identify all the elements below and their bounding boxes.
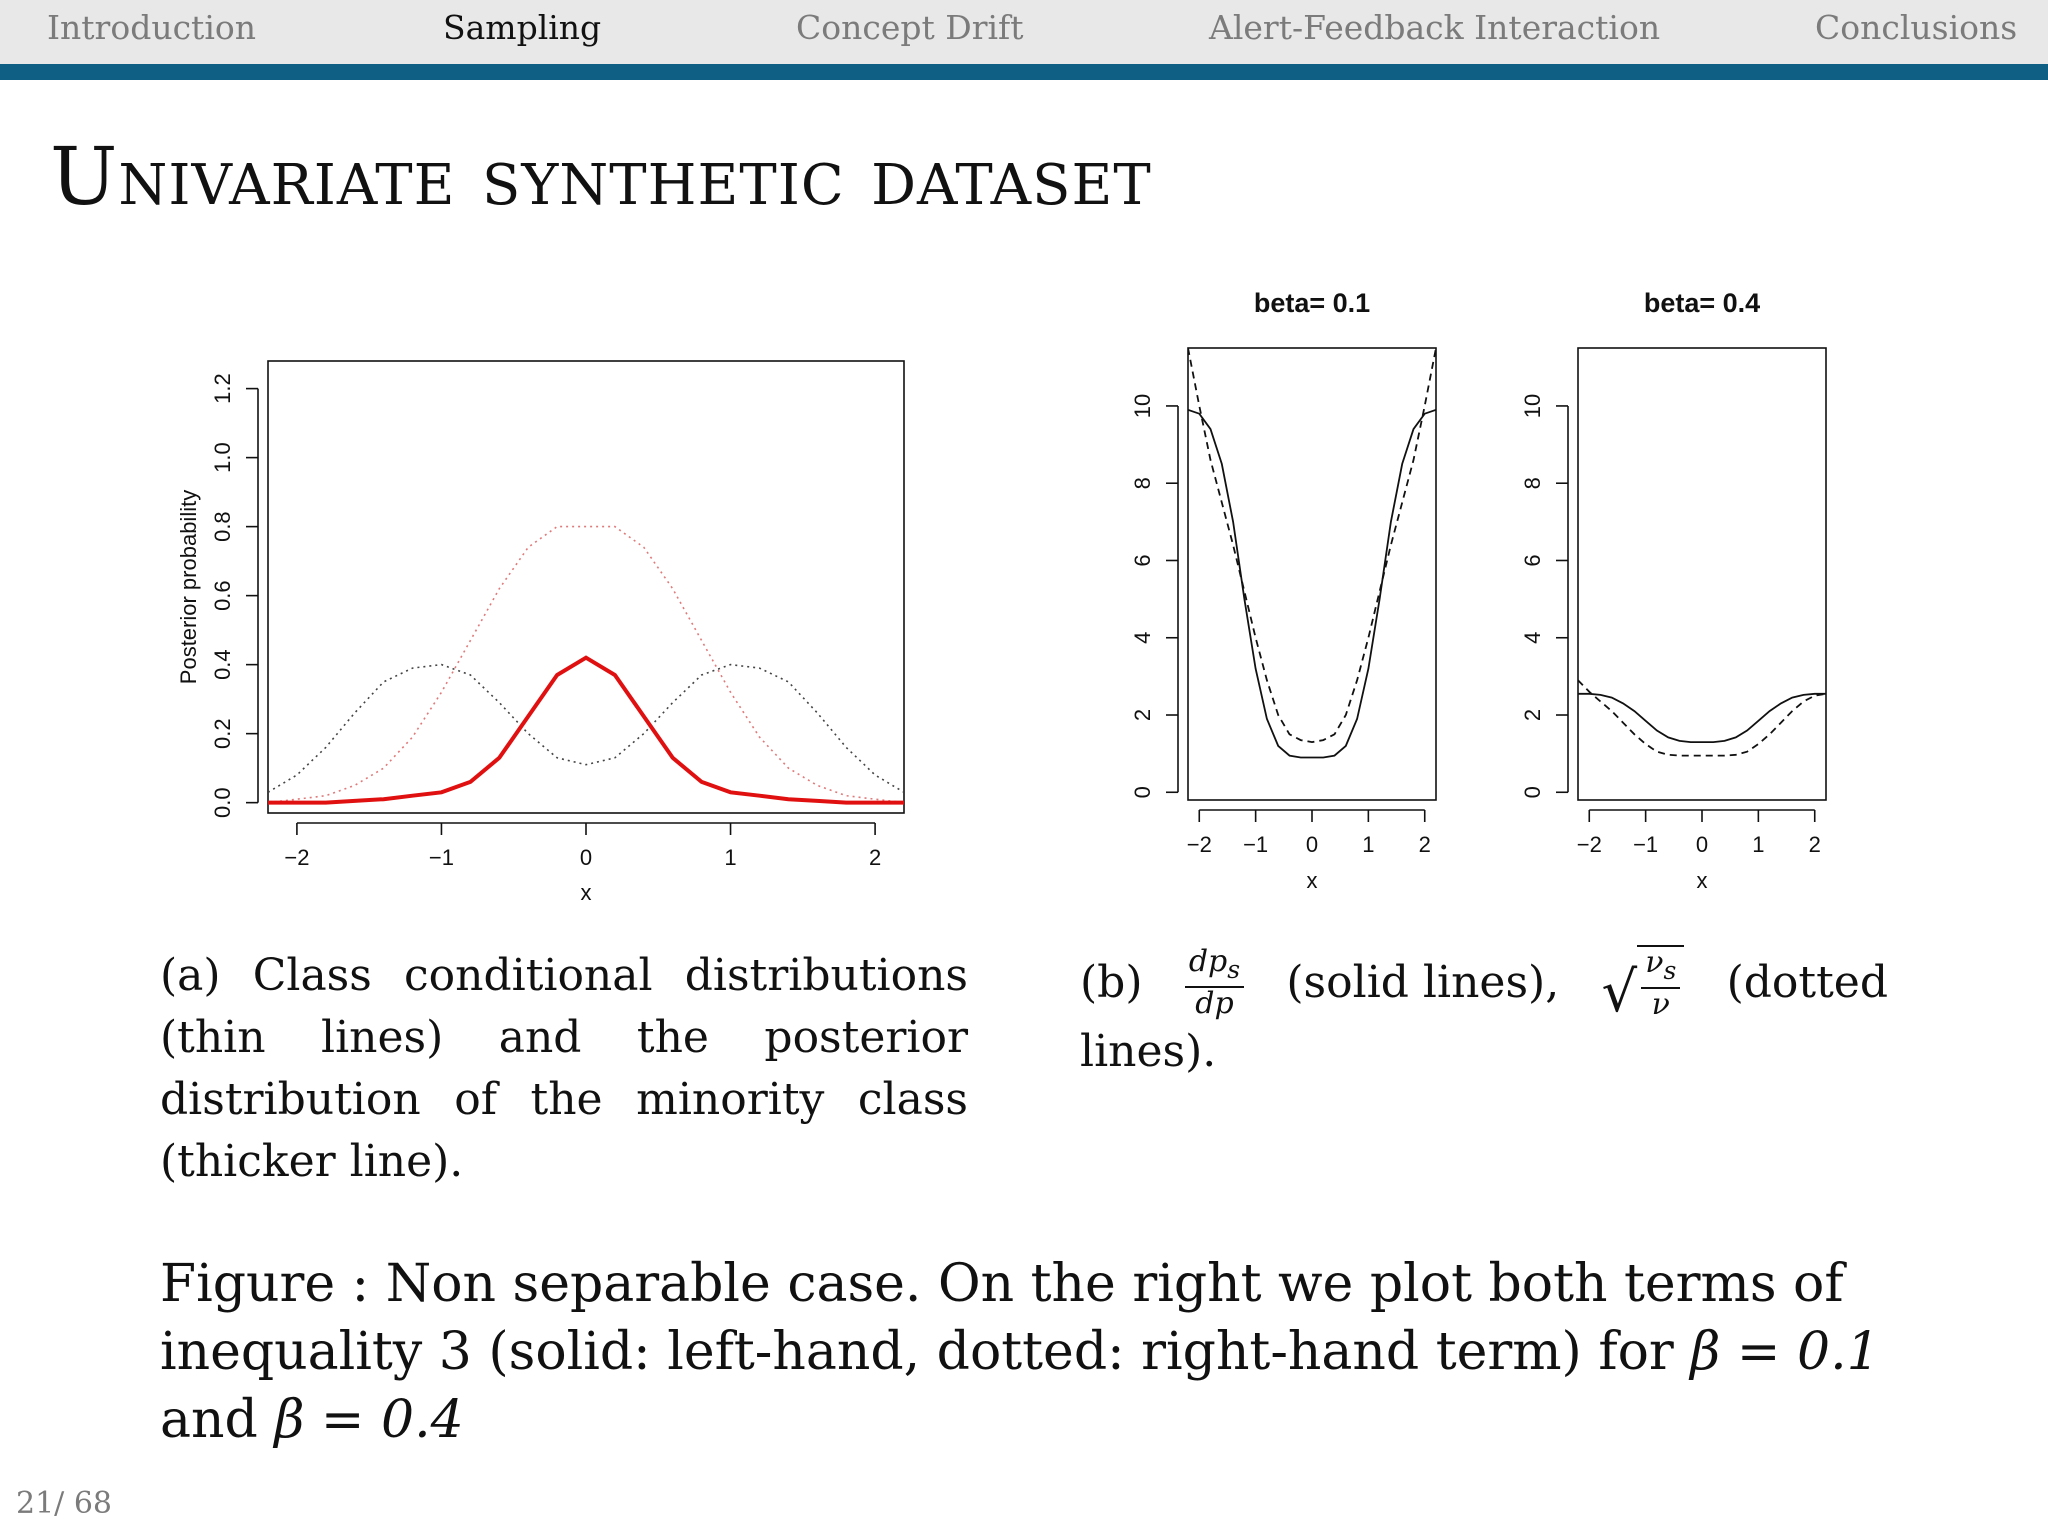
nav-item-sampling[interactable]: Sampling xyxy=(443,8,602,47)
beta01-ytick-label: 2 xyxy=(1130,708,1155,722)
beta04-series-1 xyxy=(1578,680,1826,755)
nav-item-alert-feedback-interaction[interactable]: Alert-Feedback Interaction xyxy=(1209,8,1661,47)
beta04-xtick-label: 0 xyxy=(1695,832,1709,857)
posterior-xtick-label: −1 xyxy=(428,845,455,870)
sqrt-sign-icon: √ xyxy=(1601,960,1638,1025)
beta01-xtick-label: 0 xyxy=(1305,832,1319,857)
beta01-xtick-label: 1 xyxy=(1362,832,1375,857)
beta01-xtick-label: 2 xyxy=(1418,832,1431,857)
beta01-ytick-label: 0 xyxy=(1130,786,1155,799)
chart-beta01-title: beta= 0.1 xyxy=(1253,288,1371,318)
beta04-ytick-label: 8 xyxy=(1520,477,1545,490)
caption-b-solid-text: (solid lines), xyxy=(1286,957,1560,1008)
figure-caption-line-3-text: and xyxy=(160,1390,258,1450)
beta01-xtick-label: −1 xyxy=(1243,832,1269,857)
sqrt-denominator: ν xyxy=(1651,987,1670,1022)
caption-b-label: (b) xyxy=(1080,957,1143,1008)
frac-numerator-sub: s xyxy=(1227,955,1241,984)
sqrt-numerator-sub: s xyxy=(1663,956,1677,985)
figure-caption xyxy=(160,1250,1920,1454)
figure-caption-line-1: Figure : Non separable case. On the right we plot both terms of xyxy=(160,1254,1844,1314)
beta04-xtick-label: 2 xyxy=(1808,832,1821,857)
sqrt-numerator: ν xyxy=(1645,945,1664,980)
posterior-ytick-label: 0.6 xyxy=(210,580,235,611)
page-number: 21/ 68 xyxy=(16,1486,112,1521)
beta04-xtick-label: −2 xyxy=(1576,832,1602,857)
beta-value-04: β = 0.4 xyxy=(274,1390,464,1450)
chart-posterior-xlabel: x xyxy=(580,880,592,905)
figure-caption-line-3 xyxy=(160,1386,1920,1454)
posterior-ytick-label: 1.0 xyxy=(210,442,235,473)
beta01-ytick-label: 8 xyxy=(1130,477,1155,490)
caption-b xyxy=(1080,945,1888,1083)
nav-item-introduction[interactable]: Introduction xyxy=(47,8,256,47)
beta04-ytick-label: 0 xyxy=(1520,786,1545,799)
frac-numerator: dp xyxy=(1188,944,1228,979)
chart-beta04-title: beta= 0.4 xyxy=(1643,288,1761,318)
frac-denominator: dp xyxy=(1195,986,1234,1021)
posterior-series-0 xyxy=(268,527,904,803)
sqrt-ratio xyxy=(1601,945,1685,1025)
chart-beta01-xlabel: x xyxy=(1306,868,1318,893)
nav-item-conclusions[interactable]: Conclusions xyxy=(1815,8,2018,47)
posterior-ytick-label: 0.8 xyxy=(210,511,235,542)
beta01-series-1 xyxy=(1188,348,1436,742)
chart-beta01 xyxy=(1130,288,1436,893)
posterior-ytick-label: 0.4 xyxy=(210,649,235,680)
beta01-xtick-label: −2 xyxy=(1186,832,1212,857)
chart-posterior xyxy=(176,361,904,905)
beta04-ytick-label: 4 xyxy=(1520,631,1545,644)
chart-posterior-frame xyxy=(268,361,904,813)
dps-dp-fraction xyxy=(1185,946,1244,1020)
posterior-xtick-label: 1 xyxy=(724,845,737,870)
beta01-ytick-label: 6 xyxy=(1130,554,1155,567)
beta01-series-0 xyxy=(1188,410,1436,758)
beta04-ytick-label: 10 xyxy=(1520,393,1545,419)
chart-posterior-ylabel: Posterior probability xyxy=(176,489,201,685)
posterior-ytick-label: 1.2 xyxy=(210,373,235,404)
caption-b-tail: lines). xyxy=(1080,1026,1217,1077)
beta-value-01: β = 0.1 xyxy=(1690,1322,1880,1382)
beta04-xtick-label: −1 xyxy=(1633,832,1659,857)
slide-title: Univariate synthetic dataset xyxy=(50,130,1152,223)
posterior-xtick-label: 0 xyxy=(579,845,593,870)
posterior-series-1 xyxy=(268,665,904,793)
posterior-xtick-label: 2 xyxy=(868,845,882,870)
caption-b-dotted-text: (dotted xyxy=(1726,957,1888,1008)
figure-caption-line-2 xyxy=(160,1318,1920,1386)
posterior-xtick-label: −2 xyxy=(284,845,310,870)
beta04-ytick-label: 2 xyxy=(1520,708,1545,722)
nav-item-concept-drift[interactable]: Concept Drift xyxy=(796,8,1024,47)
beta01-ytick-label: 10 xyxy=(1130,393,1155,419)
chart-beta04-frame xyxy=(1578,348,1826,800)
caption-a: (a) Class conditional distributions (thin lines) and the posterior distribution of the minority class (thicker line). xyxy=(160,950,968,1187)
posterior-ytick-label: 0.0 xyxy=(210,787,235,818)
chart-beta04 xyxy=(1520,288,1826,893)
beta04-series-0 xyxy=(1578,694,1826,742)
beta01-ytick-label: 4 xyxy=(1130,631,1155,644)
beta04-ytick-label: 6 xyxy=(1520,554,1545,567)
posterior-ytick-label: 0.2 xyxy=(210,718,235,749)
chart-beta04-xlabel: x xyxy=(1696,868,1708,893)
beta04-xtick-label: 1 xyxy=(1752,832,1765,857)
figure-caption-line-2-text: inequality 3 (solid: left-hand, dotted: right-hand term) for xyxy=(160,1322,1674,1382)
chart-beta01-frame xyxy=(1188,348,1436,800)
